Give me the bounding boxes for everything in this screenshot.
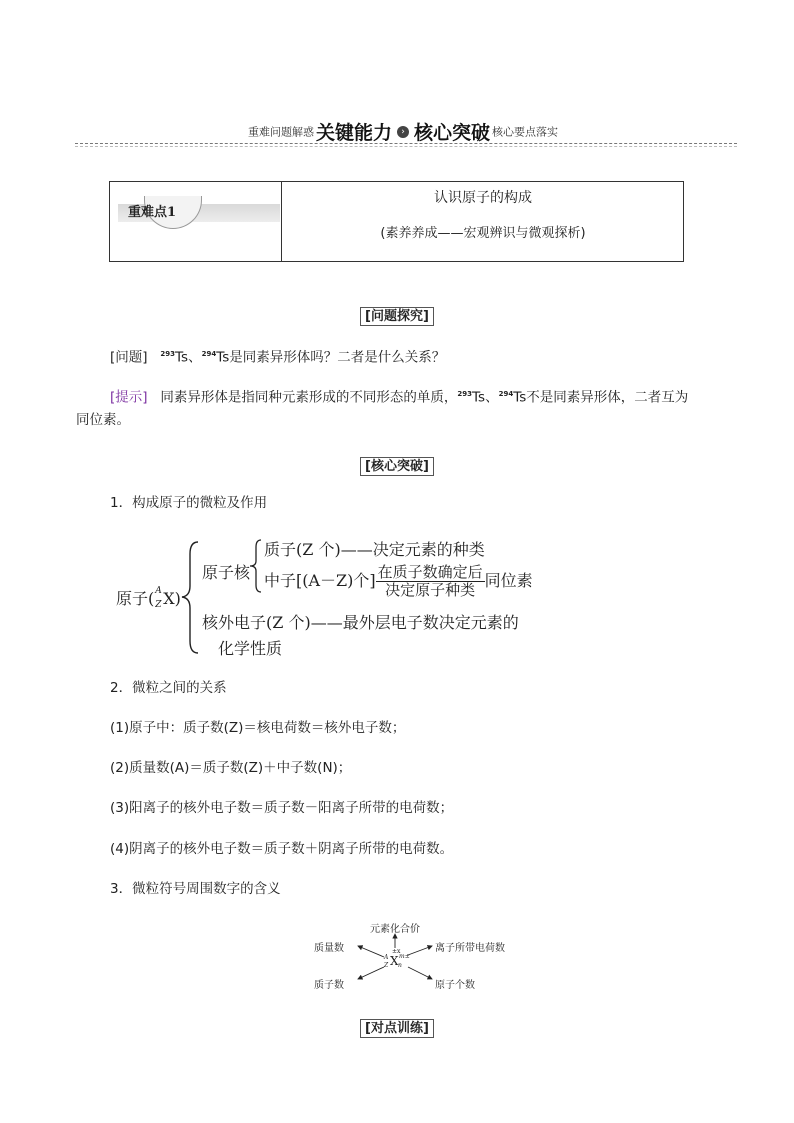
header-divider — [75, 143, 737, 144]
relation-4: (4)阴离子的核外电子数＝质子数＋阴离子所带的电荷数。 — [110, 841, 454, 857]
section-header — [70, 118, 736, 144]
section-tag-core-breakthrough: [核心突破] — [360, 457, 434, 476]
valence-label: 元素化合价 — [370, 924, 420, 935]
electron-description-line1: 核外电子(Z 个)——最外层电子数决定元素的 — [202, 613, 519, 632]
key-point-label: 重难点1 — [128, 205, 177, 220]
hint-text-c: 同位素。 — [76, 412, 130, 428]
atom-structure-diagram — [0, 530, 794, 660]
neutron-description: 中子[(A－Z)个] — [264, 571, 376, 590]
header-title-part2: 核心突破 — [414, 122, 491, 144]
relation-1: (1)原子中：质子数(Z)＝核电荷数＝核外电子数； — [110, 720, 406, 736]
symbol-arrows-icon — [300, 915, 530, 995]
header-left-text: 重难问题解惑 — [247, 125, 314, 139]
relation-3: (3)阳离子的核外电子数＝质子数－阳离子所带的电荷数； — [110, 800, 454, 816]
key-point-subtitle: (素养养成——宏观辨识与微观探析) — [380, 226, 586, 241]
header-divider-secondary — [75, 146, 737, 147]
item2-title: 2．微粒之间的关系 — [110, 680, 227, 696]
hint-text-b: 不是同素异形体，二者互为 — [526, 389, 689, 406]
section-tag-practice: [对点训练] — [360, 1019, 434, 1038]
question-label: [问题] — [110, 349, 148, 366]
isotope-label: 同位素 — [484, 571, 533, 590]
isotope-mass-1: 293 — [160, 350, 176, 358]
nucleus-brace-icon — [248, 538, 264, 594]
hint-text-a: 同素异形体是指同种元素形成的不同形态的单质， — [160, 389, 458, 406]
item3-title: 3．微粒符号周围数字的含义 — [110, 881, 281, 897]
hint-isotope-mass-2: 294 — [498, 390, 514, 398]
question-text: 是同素异形体吗？二者是什么关系？ — [229, 349, 446, 366]
neutron-fraction — [376, 564, 485, 599]
isotope-mass-2: 294 — [201, 350, 217, 358]
fraction-numerator: 在质子数确定后 — [377, 563, 483, 581]
atom-proton-number: Z — [155, 599, 162, 610]
question-paragraph — [110, 341, 445, 371]
isotope-symbol-2: Ts — [216, 349, 230, 366]
hint-label: [提示] — [110, 389, 148, 406]
electron-description-line2: 化学性质 — [218, 639, 283, 658]
key-point-box — [109, 181, 684, 262]
symbol-count: n — [398, 962, 402, 969]
symbol-meaning-diagram — [300, 915, 530, 995]
relation-2: (2)质量数(A)＝质子数(Z)＋中子数(N)； — [110, 760, 352, 776]
fraction-denominator: 决定原子种类 — [385, 581, 476, 599]
header-title-part1: 关键能力 — [315, 122, 392, 144]
hint-paragraph — [110, 381, 730, 411]
key-point-title: 认识原子的构成 — [434, 190, 532, 206]
atom-mass-number: A — [155, 585, 162, 596]
hint-isotope-symbol-2: Ts — [513, 389, 527, 406]
symbol-element: X — [390, 954, 399, 968]
neutron-row — [264, 564, 533, 599]
hint-isotope-symbol-1: Ts、 — [472, 389, 499, 406]
hint-isotope-mass-1: 293 — [457, 390, 473, 398]
item1-title: 1．构成原子的微粒及作用 — [110, 495, 268, 511]
double-arrow-icon: › — [397, 126, 409, 138]
section-tag-question-explore: [问题探究] — [360, 307, 434, 326]
mass-number-label: 质量数 — [314, 943, 344, 954]
symbol-proton: Z — [384, 962, 389, 969]
ion-charge-label: 离子所带电荷数 — [435, 943, 505, 954]
nucleus-label: 原子核 — [202, 563, 251, 582]
isotope-symbol-1: Ts、 — [175, 349, 202, 366]
proton-description: 质子(Z 个)——决定元素的种类 — [264, 540, 485, 559]
symbol-mass: A — [384, 954, 389, 961]
symbol-charge: m± — [399, 953, 410, 960]
header-right-text: 核心要点落实 — [492, 125, 559, 139]
symbol-valence: ±x — [392, 948, 401, 955]
atom-count-label: 原子个数 — [435, 980, 475, 991]
atom-label: 原子( A Z X) — [116, 585, 181, 610]
outer-brace-icon — [180, 540, 204, 655]
proton-number-label: 质子数 — [314, 980, 344, 991]
